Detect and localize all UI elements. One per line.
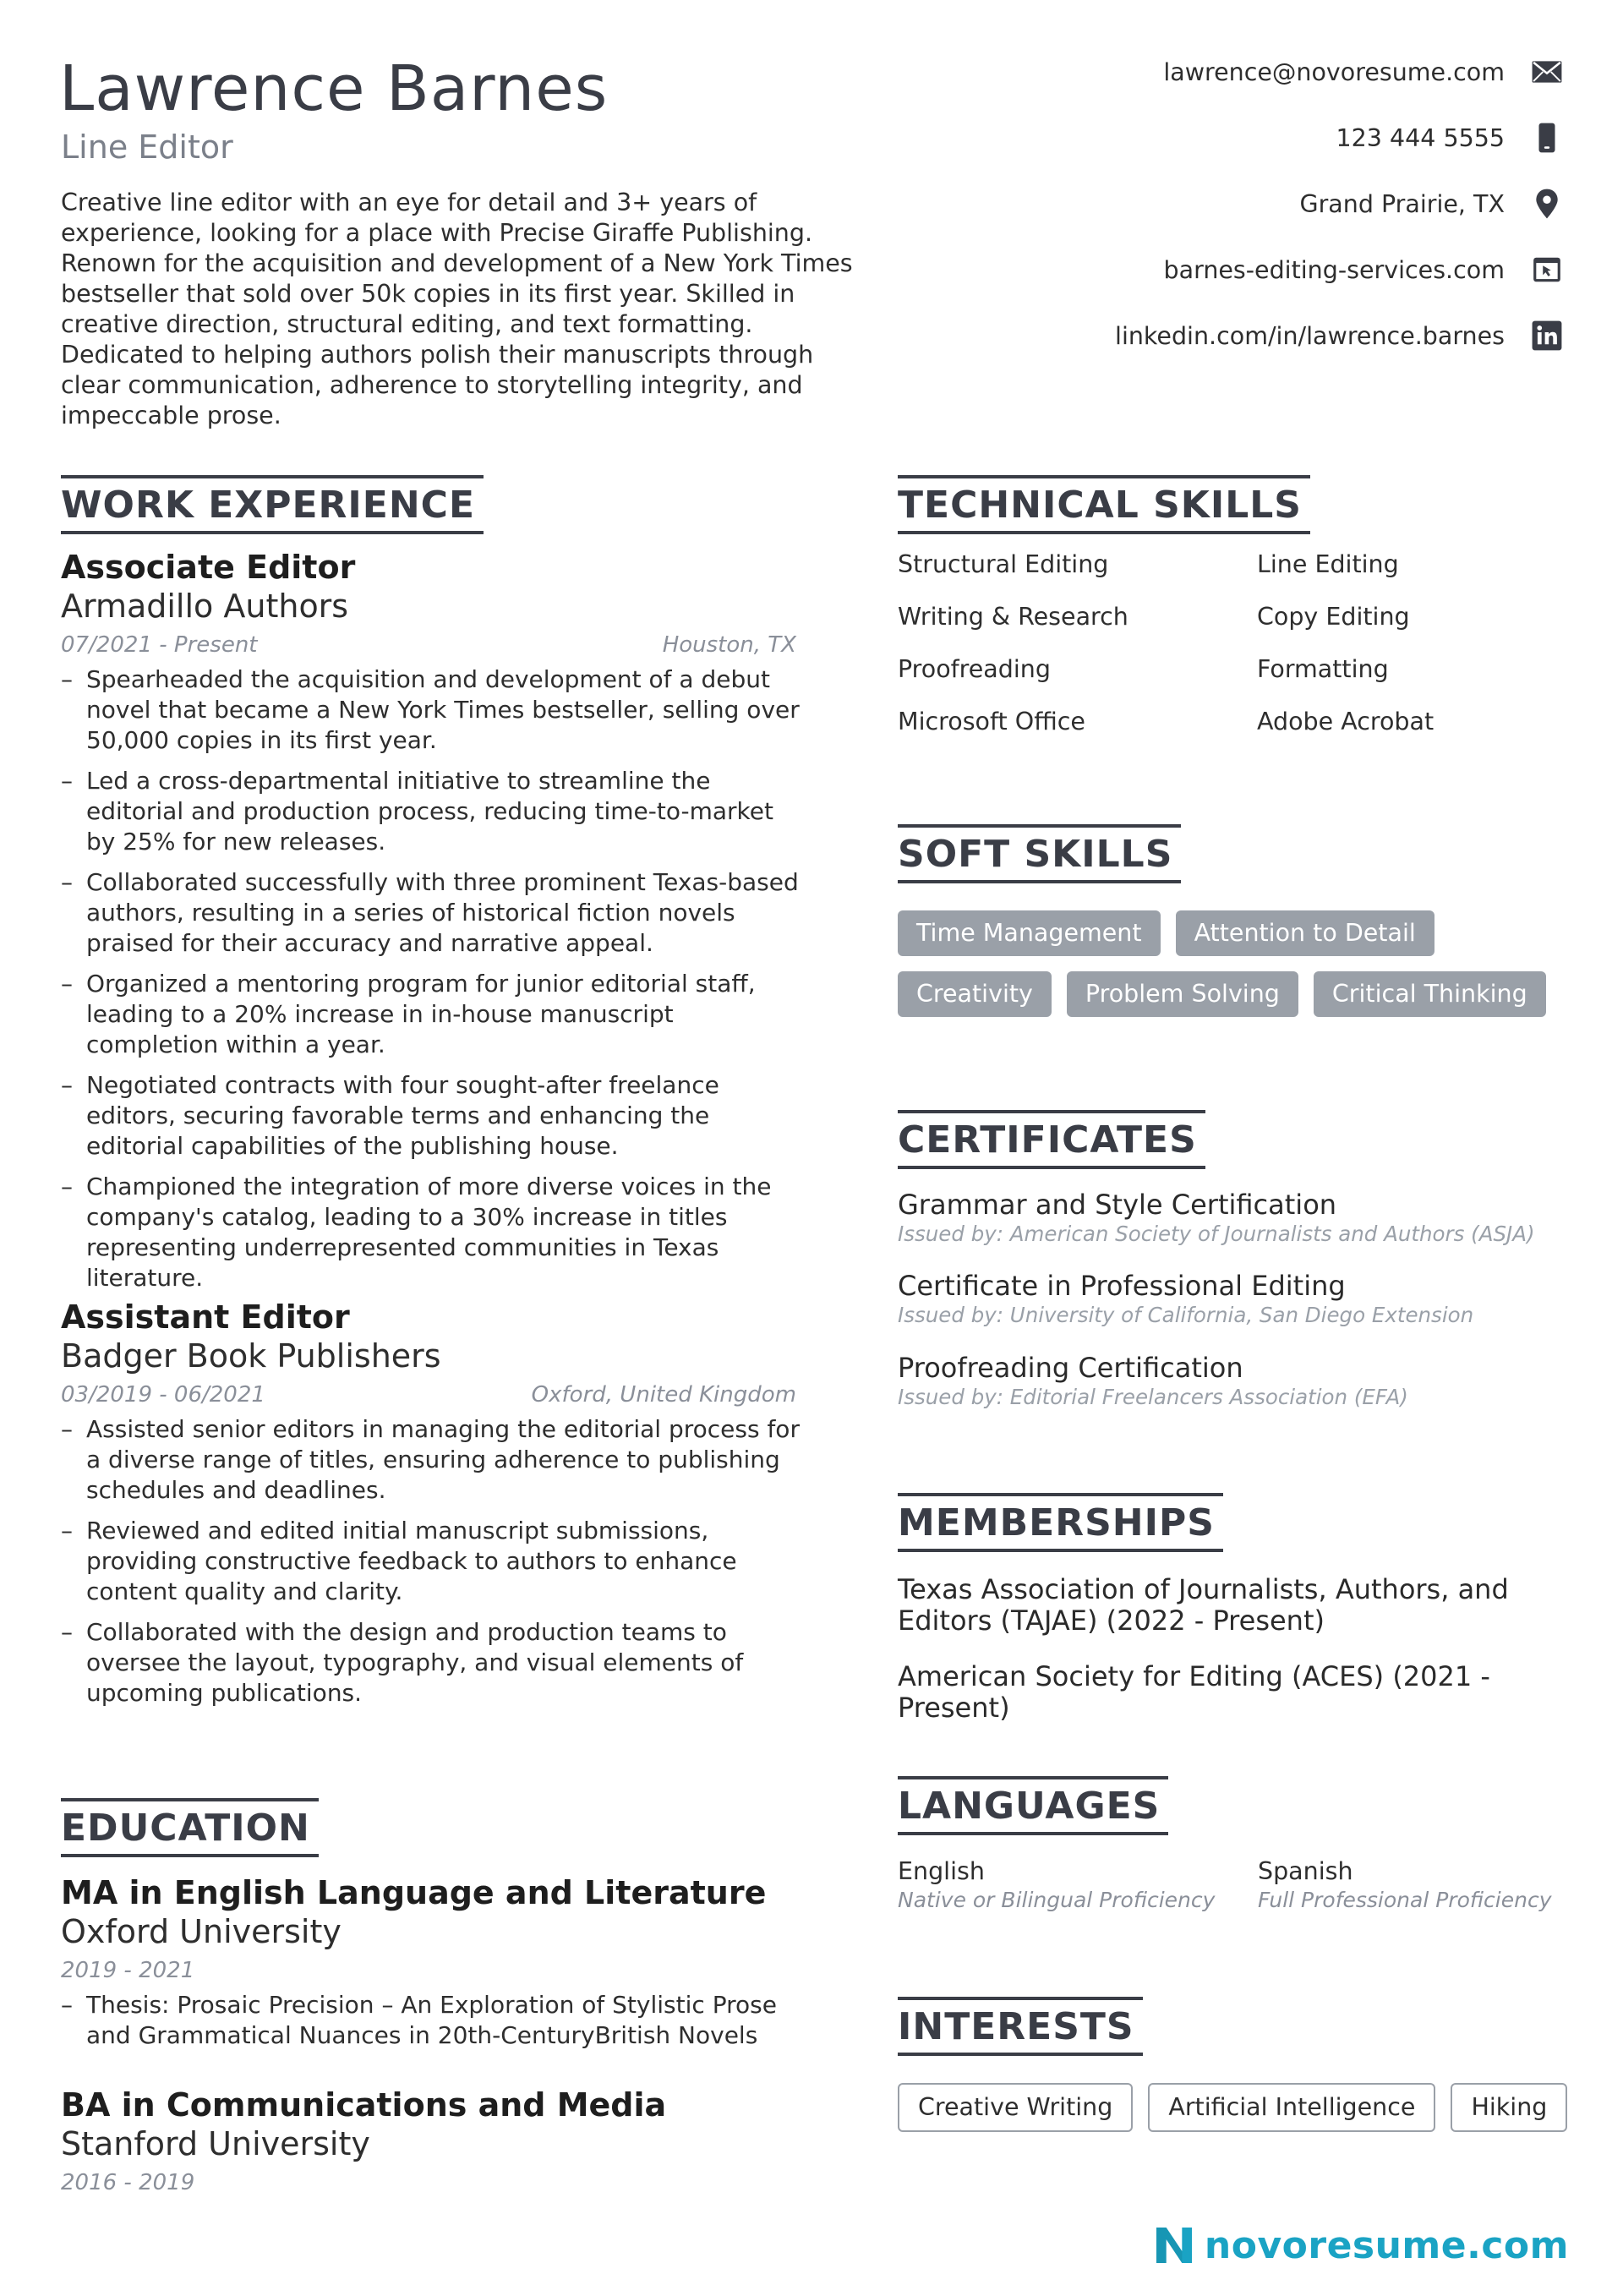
skill-item: Writing & Research (898, 603, 1128, 631)
location-text: Grand Prairie, TX (1299, 189, 1505, 218)
school-name: Stanford University (61, 2125, 370, 2162)
education-meta (61, 2168, 796, 2197)
section-title-certificates: CERTIFICATES (898, 1110, 1205, 1169)
education-meta (61, 1956, 796, 1985)
novoresume-logo-icon (1150, 2222, 1198, 2269)
interest-tag: Creative Writing (898, 2083, 1133, 2132)
certificate-name: Proofreading Certification (898, 1352, 1243, 1384)
contact-location (921, 184, 1564, 223)
bullet-item: – Assisted senior editors in managing the editorial process for a diverse range of titles, ensuring adherence to publishing schedules and deadlines. (61, 1414, 805, 1506)
education-dates: 2016 - 2019 (61, 2170, 195, 2195)
section-title-education: EDUCATION (61, 1798, 319, 1857)
bullet-item: – Negotiated contracts with four sought-after freelance editors, securing favorable terms and enhancing the editorial capabilities of the publishing house. (61, 1070, 805, 1162)
section-title-work-experience: WORK EXPERIENCE (61, 475, 484, 534)
bullet-item: – Spearheaded the acquisition and development of a debut novel that became a New York Times bestseller, selling over 50,000 copies in its first year. (61, 664, 805, 756)
linkedin-icon (1530, 319, 1564, 353)
certificate-item (898, 1269, 1574, 1328)
job-title: Associate Editor (61, 549, 356, 586)
bullet-item: – Led a cross-departmental initiative to streamline the editorial and production process, reducing time-to-market by 25% for new releases. (61, 766, 805, 857)
interests-tags (898, 2083, 1567, 2132)
bullet-item: – Thesis: Prosaic Precision – An Exploration of Stylistic Prose and Grammatical Nuances in 20th-CenturyBritish Novels (61, 1990, 805, 2051)
education-entry (61, 2086, 796, 2197)
website-icon (1530, 253, 1564, 287)
school-name: Oxford University (61, 1913, 342, 1950)
job-meta (61, 631, 796, 659)
certificate-name: Grammar and Style Certification (898, 1189, 1337, 1221)
certificate-item (898, 1351, 1574, 1410)
membership-item: Texas Association of Journalists, Authors, and Editors (TAJAE) (2022 - Present) (898, 1573, 1509, 1637)
skill-item: Proofreading (898, 655, 1051, 683)
soft-skill-tag: Critical Thinking (1314, 971, 1546, 1017)
contact-website[interactable] (921, 250, 1564, 289)
certificate-issuer: Issued by: University of California, San Diego Extension (898, 1303, 1474, 1327)
job-dates: 07/2021 - Present (61, 632, 258, 658)
candidate-name: Lawrence Barnes (59, 52, 609, 125)
language-name: Spanish (1258, 1857, 1353, 1885)
website-text[interactable]: barnes-editing-services.com (1163, 255, 1505, 284)
section-title-technical-skills: TECHNICAL SKILLS (898, 475, 1310, 534)
job-entry (61, 548, 800, 1304)
section-title-memberships: MEMBERSHIPS (898, 1493, 1223, 1552)
technical-skills-grid (898, 549, 1557, 737)
soft-skill-tag: Problem Solving (1067, 971, 1298, 1017)
job-company: Armadillo Authors (61, 588, 349, 625)
bullet-item: – Reviewed and edited initial manuscript submissions, providing constructive feedback to authors to enhance content quality and clarity. (61, 1516, 805, 1607)
degree-title: MA in English Language and Literature (61, 1874, 767, 1911)
job-entry (61, 1298, 800, 1719)
phone-text[interactable]: 123 444 5555 (1336, 123, 1505, 152)
phone-icon (1530, 121, 1564, 155)
job-company: Badger Book Publishers (61, 1337, 441, 1375)
education-bullets (61, 1990, 796, 2051)
job-bullets (61, 1414, 800, 1708)
section-title-interests: INTERESTS (898, 1997, 1143, 2056)
education-entry (61, 1873, 796, 2061)
soft-skills-tags (898, 910, 1574, 1017)
job-location: Houston, TX (662, 632, 796, 658)
interest-tag: Hiking (1451, 2083, 1567, 2132)
certificate-item (898, 1188, 1574, 1247)
interest-tag: Artificial Intelligence (1148, 2083, 1435, 2132)
linkedin-text[interactable]: linkedin.com/in/lawrence.barnes (1115, 321, 1505, 350)
bullet-item: – Collaborated with the design and production teams to oversee the layout, typography, and visual elements of upcoming publications. (61, 1617, 805, 1708)
envelope-icon (1530, 55, 1564, 89)
language-level: Full Professional Proficiency (1258, 1888, 1552, 1912)
job-title: Assistant Editor (61, 1298, 350, 1336)
skill-item: Adobe Acrobat (1257, 708, 1434, 735)
job-location: Oxford, United Kingdom (531, 1382, 796, 1408)
skill-item: Line Editing (1257, 550, 1399, 578)
skill-item: Copy Editing (1257, 603, 1410, 631)
degree-title: BA in Communications and Media (61, 2086, 667, 2124)
section-title-languages: LANGUAGES (898, 1776, 1168, 1835)
skill-item: Microsoft Office (898, 708, 1085, 735)
bullet-item: – Organized a mentoring program for junior editorial staff, leading to a 20% increase in in-house manuscript completion within a year. (61, 969, 805, 1060)
contact-email[interactable] (921, 52, 1564, 91)
soft-skill-tag: Attention to Detail (1176, 910, 1434, 956)
job-dates: 03/2019 - 06/2021 (61, 1382, 265, 1408)
membership-item: American Society for Editing (ACES) (2021 - Present) (898, 1660, 1490, 1724)
skill-item: Formatting (1257, 655, 1389, 683)
soft-skill-tag: Time Management (898, 910, 1161, 956)
contact-list (921, 52, 1564, 382)
candidate-role: Line Editor (61, 128, 233, 166)
bullet-item: – Collaborated successfully with three prominent Texas-based authors, resulting in a series of historical fiction novels praised for their accuracy and narrative appeal. (61, 867, 805, 959)
soft-skill-tag: Creativity (898, 971, 1052, 1017)
contact-phone[interactable] (921, 118, 1564, 157)
language-item (1258, 1856, 1552, 1914)
certificate-issuer: Issued by: American Society of Journalists and Authors (ASJA) (898, 1222, 1535, 1246)
contact-linkedin[interactable] (921, 316, 1564, 355)
language-item (898, 1856, 1215, 1914)
brand-text[interactable]: novoresume.com (1204, 2223, 1569, 2267)
email-text[interactable]: lawrence@novoresume.com (1163, 57, 1505, 86)
education-dates: 2019 - 2021 (61, 1958, 195, 1983)
novoresume-brand[interactable] (1150, 2222, 1569, 2269)
section-title-soft-skills: SOFT SKILLS (898, 824, 1181, 883)
location-pin-icon (1530, 187, 1564, 221)
bullet-item: – Championed the integration of more diverse voices in the company's catalog, leading to a 30% increase in titles representing underrepresented communities in Texas literature. (61, 1172, 805, 1293)
certificate-name: Certificate in Professional Editing (898, 1270, 1346, 1302)
skill-item: Structural Editing (898, 550, 1109, 578)
summary: Creative line editor with an eye for detail and 3+ years of experience, looking for a place with Precise Giraffe Publishing. Renown for the acquisition and development of a New York Times bestseller that sold over 50k copies in its first year. Skilled in creative direction, structural editing, and text formatting. Dedicated to helping authors polish their manuscripts through clear communication, adherence to storytelling integrity, and impeccable prose. (61, 189, 853, 429)
certificate-issuer: Issued by: Editorial Freelancers Association (EFA) (898, 1385, 1408, 1409)
language-level: Native or Bilingual Proficiency (898, 1888, 1216, 1912)
job-bullets (61, 664, 800, 1293)
job-meta (61, 1380, 796, 1409)
language-name: English (898, 1857, 985, 1885)
